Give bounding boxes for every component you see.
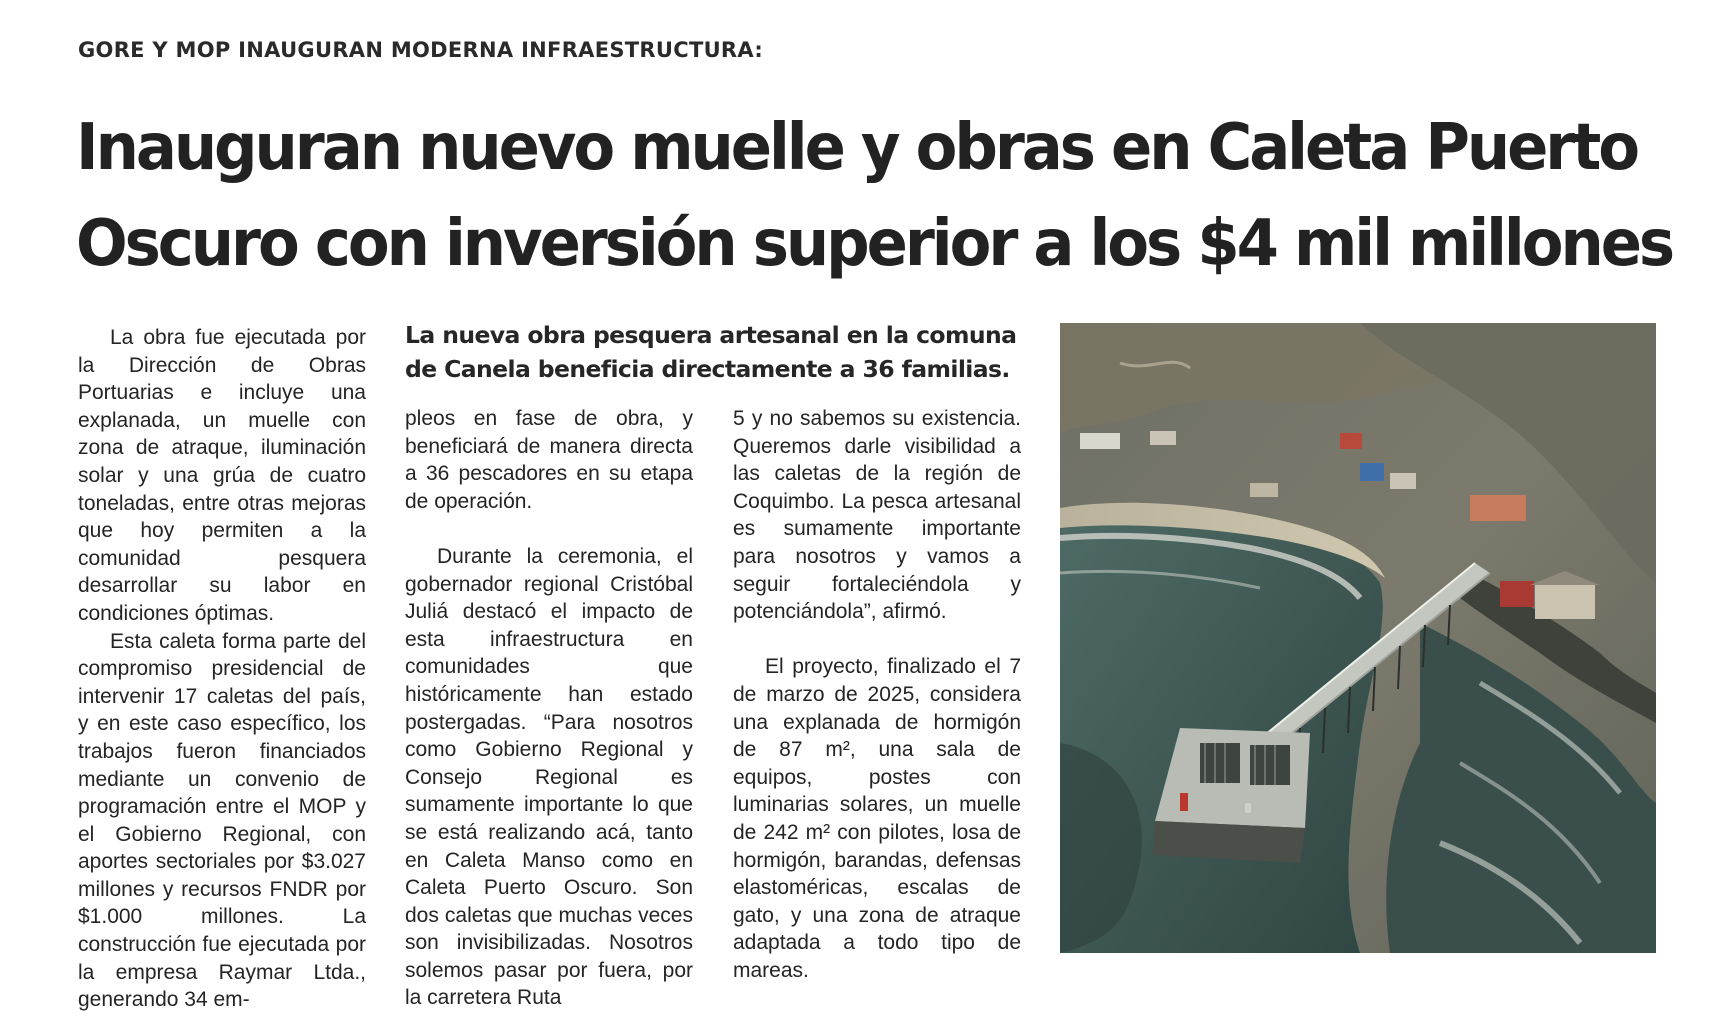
- aerial-pier-photo: [1060, 323, 1656, 953]
- paragraph-quote-continued: 5 y no sabemos su existencia. Queremos darle visibilidad a las caletas de la región de Coquimbo. La pesca artesanal es sumamente importante para nosotros y vamos a seguir fortaleciéndola y potenciándola”, afirmó.: [733, 407, 1021, 624]
- article-column-2: [405, 405, 693, 1012]
- article-column-1: [78, 324, 366, 1014]
- subheadline: La nueva obra pesquera artesanal en la comuna de Canela beneficia directamente a 36 familias.: [405, 321, 1017, 383]
- headline-line-1: Inauguran nuevo muelle y obras en Caleta Puerto: [76, 111, 1637, 185]
- paragraph-financing: Esta caleta forma parte del compromiso presidencial de intervenir 17 caletas del país, y en este caso específico, los trabajos fueron financiados mediante un convenio de programación entre el MOP y el Gobierno Regional, con aportes sectoriales por $3.027 millones y recursos FNDR por $1.000 millones. La construcción fue ejecutada por la empresa Raymar Ltda., generando 34 em-: [78, 629, 366, 1012]
- paragraph-ceremony: Durante la ceremonia, el gobernador regional Cristóbal Juliá destacó el impacto de esta infraestructura en comunidades que históricamente han estado postergadas. “Para nosotros como Gobierno Regional y Consejo Regional es sumamente importante lo que se está realizando acá, tanto en Caleta Manso como en Caleta Puerto Oscuro. Son dos caletas que muchas veces son invisibilizadas. Nosotros solemos pasar por fuera, por la carretera Ruta: [405, 544, 693, 1010]
- paragraph-employment-continued: pleos en fase de obra, y beneficiará de manera directa a 36 pescadores en su etapa de operación.: [405, 407, 693, 513]
- article-column-3: [733, 405, 1021, 984]
- headline-line-2: Oscuro con inversión superior a los $4 mil millones: [76, 207, 1673, 281]
- paragraph-project-details: El proyecto, finalizado el 7 de marzo de 2025, considera una explanada de hormigón de 87 m², una sala de equipos, postes con luminarias solares, un muelle de 242 m² con pilotes, losa de hormigón, barandas, defensas elastoméricas, escalas de gato, y una zona de atraque adaptada a todo tipo de mareas.: [733, 655, 1021, 982]
- paragraph-intro: La obra fue ejecutada por la Dirección de Obras Portuarias e incluye una explanada, un muelle con zona de atraque, iluminación solar y una grúa de cuatro toneladas, entre otras mejoras que hoy permiten a la comunidad pesquera desarrollar su labor en condiciones óptimas.: [78, 326, 366, 625]
- kicker: GORE Y MOP INAUGURAN MODERNA INFRAESTRUCTURA:: [78, 38, 764, 62]
- headline: [76, 100, 1673, 292]
